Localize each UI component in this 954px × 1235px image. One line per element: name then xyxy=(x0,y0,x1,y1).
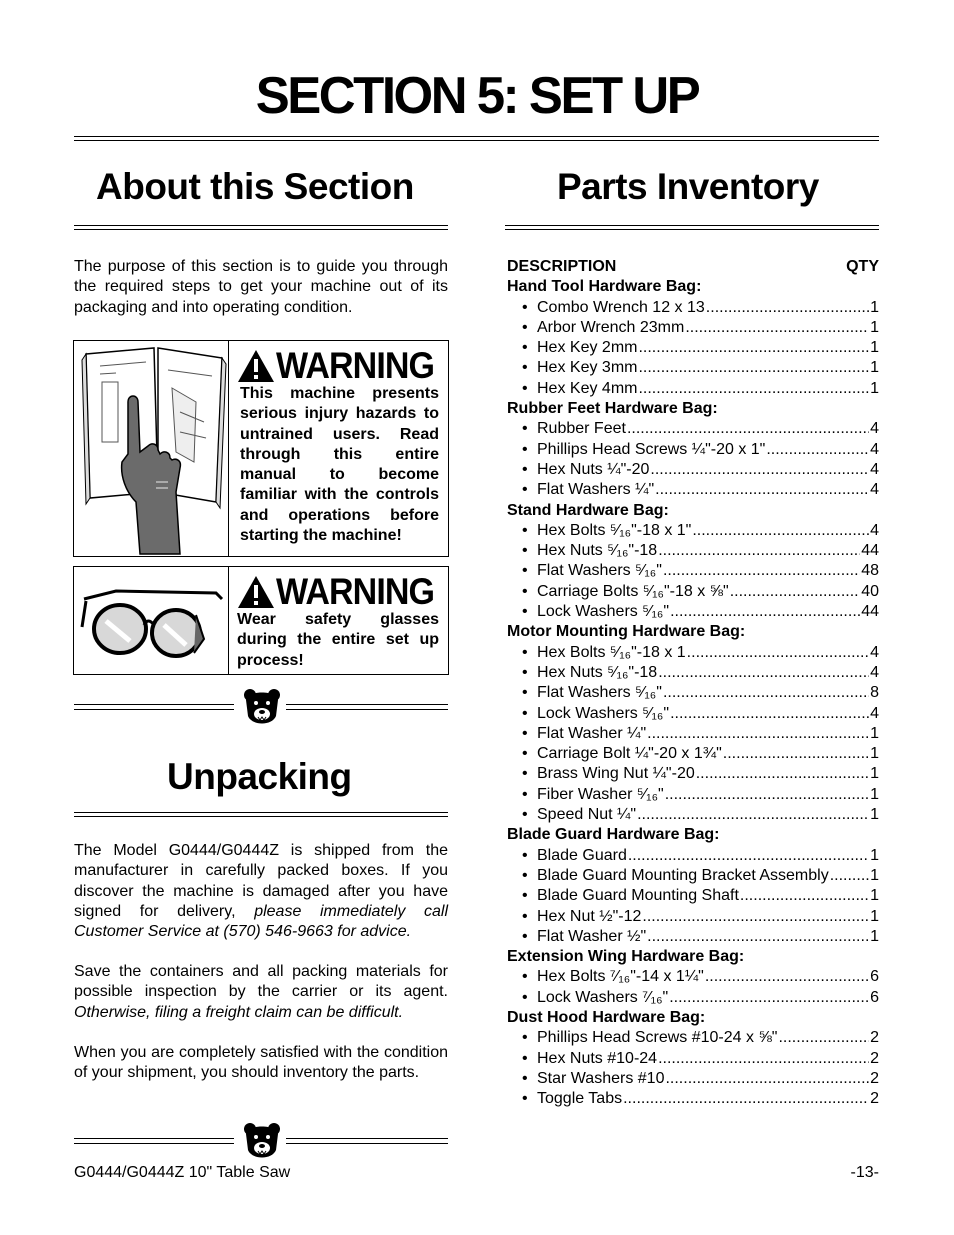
inventory-category: Extension Wing Hardware Bag: xyxy=(507,948,745,966)
bullet-icon: • xyxy=(522,866,528,884)
inventory-item xyxy=(507,805,879,825)
leader-dots xyxy=(830,866,869,886)
bullet-icon: • xyxy=(522,927,528,945)
inventory-item xyxy=(507,582,879,602)
unpacking-rule xyxy=(74,812,448,817)
item-description: Star Washers #10 xyxy=(537,1069,665,1087)
inventory-item xyxy=(507,440,879,460)
warning-box-glasses xyxy=(73,566,449,675)
bullet-icon: • xyxy=(522,420,528,438)
item-qty: 1 xyxy=(870,359,879,377)
inventory-item xyxy=(507,866,879,886)
bullet-icon: • xyxy=(522,542,528,560)
leader-dots xyxy=(723,744,869,764)
item-qty: 4 xyxy=(870,521,879,539)
warning-header-1 xyxy=(236,347,448,385)
bullet-icon: • xyxy=(522,988,528,1006)
bullet-icon: • xyxy=(522,907,528,925)
inventory-category: Motor Mounting Hardware Bag: xyxy=(507,623,746,641)
item-qty: 40 xyxy=(861,582,879,600)
leader-dots xyxy=(663,683,869,703)
bullet-icon: • xyxy=(522,684,528,702)
column-qty: QTY xyxy=(846,258,879,275)
bear-divider-1 xyxy=(74,690,448,734)
item-description: Hex Bolts ⁵⁄₁₆"-18 x 1 xyxy=(537,643,686,661)
inventory-item xyxy=(507,683,879,703)
bullet-icon: • xyxy=(522,1049,528,1067)
item-qty: 4 xyxy=(870,663,879,681)
leader-dots xyxy=(637,805,869,825)
item-description: Fiber Washer ⁵⁄₁₆" xyxy=(537,785,664,803)
bullet-icon: • xyxy=(522,968,528,986)
item-description: Hex Key 2mm xyxy=(537,339,638,357)
leader-dots xyxy=(638,358,869,378)
item-description: Phillips Head Screws #10-24 x ⅝" xyxy=(537,1029,778,1047)
item-qty: 1 xyxy=(870,846,879,864)
leader-dots xyxy=(778,1028,869,1048)
inventory-category: Blade Guard Hardware Bag: xyxy=(507,826,720,844)
item-qty: 2 xyxy=(870,1029,879,1047)
leader-dots xyxy=(658,663,869,683)
inventory-item xyxy=(507,643,879,663)
warning-label-1: WARNING xyxy=(276,345,435,386)
item-description: Lock Washers ⁵⁄₁₆" xyxy=(537,704,670,722)
title-rule xyxy=(74,136,879,141)
leader-dots xyxy=(669,988,869,1008)
item-qty: 4 xyxy=(870,460,879,478)
leader-dots xyxy=(730,582,861,602)
bullet-icon: • xyxy=(522,339,528,357)
inventory-rule xyxy=(505,225,879,230)
inventory-item xyxy=(507,764,879,784)
item-qty: 8 xyxy=(870,684,879,702)
bullet-icon: • xyxy=(522,704,528,722)
bullet-icon: • xyxy=(522,440,528,458)
warning-box-manual xyxy=(73,340,449,557)
item-description: Hex Bolts ⁵⁄₁₆"-18 x 1" xyxy=(537,521,692,539)
footer-page-number: -13- xyxy=(850,1164,879,1181)
leader-dots xyxy=(647,724,869,744)
item-description: Hex Key 3mm xyxy=(537,359,638,377)
bear-logo-icon xyxy=(240,686,284,730)
unpacking-p2-text: Save the containers and all packing materials for possible inspection by the carrier or its agent. xyxy=(74,963,448,1001)
warning-label-2: WARNING xyxy=(276,571,435,612)
bullet-icon: • xyxy=(522,318,528,336)
leader-dots xyxy=(740,886,869,906)
inventory-item xyxy=(507,1028,879,1048)
bullet-icon: • xyxy=(522,359,528,377)
item-qty: 6 xyxy=(870,968,879,986)
inventory-category: Dust Hood Hardware Bag: xyxy=(507,1008,706,1026)
bear-logo-icon xyxy=(240,1120,284,1164)
leader-dots xyxy=(665,785,869,805)
manual-reading-illustration xyxy=(76,342,228,556)
bullet-icon: • xyxy=(522,887,528,905)
item-qty: 4 xyxy=(870,643,879,661)
item-description: Hex Nuts ⁵⁄₁₆"-18 xyxy=(537,542,658,560)
item-description: Hex Nuts ¼"-20 xyxy=(537,460,650,478)
item-description: Hex Nuts #10-24 xyxy=(537,1049,658,1067)
bullet-icon: • xyxy=(522,724,528,742)
leader-dots xyxy=(766,440,869,460)
bullet-icon: • xyxy=(522,785,528,803)
item-qty: 1 xyxy=(870,927,879,945)
unpacking-paragraph-3: When you are completely satisfied with the condition of your shipment, you should inventory the parts. xyxy=(74,1044,448,1082)
bear-divider-2 xyxy=(74,1124,448,1168)
bullet-icon: • xyxy=(522,643,528,661)
unpacking-p1-text: The Model G0444/G0444Z is shipped from the manufacturer in carefully packed boxes. If you discover the machine is damaged after you have signed for delivery, xyxy=(74,842,448,920)
warning-header-2 xyxy=(236,573,448,611)
inventory-item xyxy=(507,967,879,987)
item-description: Hex Nuts ⁵⁄₁₆"-18 xyxy=(537,663,658,681)
section-title: SECTION 5: SET UP xyxy=(255,67,699,125)
inventory-heading: Parts Inventory xyxy=(557,166,819,207)
leader-dots xyxy=(692,521,869,541)
leader-dots xyxy=(650,460,869,480)
item-qty: 4 xyxy=(870,704,879,722)
item-qty: 2 xyxy=(870,1090,879,1108)
bullet-icon: • xyxy=(522,562,528,580)
leader-dots xyxy=(638,338,869,358)
about-rule xyxy=(74,225,448,230)
inventory-item xyxy=(507,419,879,439)
item-qty: 1 xyxy=(870,907,879,925)
item-qty: 2 xyxy=(870,1049,879,1067)
bullet-icon: • xyxy=(522,1029,528,1047)
item-description: Blade Guard Mounting Shaft xyxy=(537,887,739,905)
leader-dots xyxy=(658,1049,869,1069)
inventory-item xyxy=(507,785,879,805)
bullet-icon: • xyxy=(522,1090,528,1108)
item-description: Flat Washers ⁵⁄₁₆" xyxy=(537,562,662,580)
item-description: Lock Washers ⁵⁄₁₆" xyxy=(537,603,670,621)
bullet-icon: • xyxy=(522,603,528,621)
item-description: Lock Washers ⁷⁄₁₆" xyxy=(537,988,669,1006)
inventory-item xyxy=(507,298,879,318)
item-description: Blade Guard Mounting Bracket Assembly xyxy=(537,866,829,884)
item-description: Hex Bolts ⁷⁄₁₆"-14 x 1¼" xyxy=(537,968,704,986)
bullet-icon: • xyxy=(522,663,528,681)
item-qty: 1 xyxy=(870,298,879,316)
bullet-icon: • xyxy=(522,460,528,478)
inventory-category: Hand Tool Hardware Bag: xyxy=(507,278,702,296)
item-description: Arbor Wrench 23mm xyxy=(537,318,685,336)
item-qty: 1 xyxy=(870,318,879,336)
inventory-item xyxy=(507,358,879,378)
item-qty: 48 xyxy=(861,562,879,580)
bullet-icon: • xyxy=(522,481,528,499)
leader-dots xyxy=(628,846,869,866)
inventory-item xyxy=(507,886,879,906)
item-qty: 1 xyxy=(870,887,879,905)
inventory-category: Stand Hardware Bag: xyxy=(507,501,669,519)
leader-dots xyxy=(658,541,860,561)
item-qty: 1 xyxy=(870,785,879,803)
bullet-icon: • xyxy=(522,846,528,864)
leader-dots xyxy=(647,927,869,947)
warning-text-2: Wear safety glasses during the entire set up process! xyxy=(237,611,439,669)
inventory-item xyxy=(507,318,879,338)
leader-dots xyxy=(627,419,869,439)
inventory-item xyxy=(507,1089,879,1109)
item-description: Hex Key 4mm xyxy=(537,379,638,397)
leader-dots xyxy=(665,1069,869,1089)
item-qty: 4 xyxy=(870,420,879,438)
footer-model: G0444/G0444Z 10" Table Saw xyxy=(74,1164,291,1181)
safety-glasses-illustration xyxy=(76,569,226,673)
item-description: Rubber Feet xyxy=(537,420,626,438)
inventory-column-header xyxy=(507,257,879,277)
item-qty: 44 xyxy=(861,542,879,560)
bullet-icon: • xyxy=(522,765,528,783)
item-description: Carriage Bolts ⁵⁄₁₆"-18 x ⅝" xyxy=(537,582,729,600)
leader-dots xyxy=(685,318,869,338)
item-description: Flat Washers ¼" xyxy=(537,481,655,499)
warning-triangle-icon xyxy=(236,348,276,384)
item-description: Toggle Tabs xyxy=(537,1090,623,1108)
item-qty: 1 xyxy=(870,765,879,783)
warning-triangle-icon xyxy=(236,574,276,610)
warning-text-1: This machine presents serious injury hazards to untrained users. Read through this entire manual to become familiar with the controls and operations before starting the machine! xyxy=(240,385,439,545)
leader-dots xyxy=(670,602,860,622)
item-description: Phillips Head Screws ¼"-20 x 1" xyxy=(537,440,766,458)
inventory-item xyxy=(507,907,879,927)
item-qty: 1 xyxy=(870,339,879,357)
leader-dots xyxy=(687,643,869,663)
item-description: Flat Washers ⁵⁄₁₆" xyxy=(537,684,662,702)
inventory-item xyxy=(507,744,879,764)
inventory-item xyxy=(507,338,879,358)
bullet-icon: • xyxy=(522,1069,528,1087)
parts-inventory-list xyxy=(507,257,879,1109)
inventory-item xyxy=(507,602,879,622)
leader-dots xyxy=(706,298,869,318)
item-description: Combo Wrench 12 x 13 xyxy=(537,298,705,316)
inventory-item xyxy=(507,663,879,683)
leader-dots xyxy=(696,764,869,784)
item-qty: 1 xyxy=(870,745,879,763)
item-qty: 6 xyxy=(870,988,879,1006)
item-description: Flat Washer ¼" xyxy=(537,724,647,742)
inventory-item xyxy=(507,704,879,724)
inventory-item xyxy=(507,1069,879,1089)
inventory-item xyxy=(507,561,879,581)
inventory-item xyxy=(507,846,879,866)
inventory-item xyxy=(507,480,879,500)
unpacking-p1-italic: please immediately call Customer Service at (570) 546-9663 for advice. xyxy=(74,902,449,941)
about-heading: About this Section xyxy=(96,166,414,207)
leader-dots xyxy=(623,1089,869,1109)
column-description: DESCRIPTION xyxy=(507,258,617,275)
inventory-item xyxy=(507,1049,879,1069)
unpacking-paragraph-1 xyxy=(74,841,448,942)
unpacking-paragraph-2 xyxy=(74,962,448,1023)
inventory-item xyxy=(507,541,879,561)
leader-dots xyxy=(642,907,869,927)
item-qty: 4 xyxy=(870,440,879,458)
item-description: Hex Nut ½"-12 xyxy=(537,907,642,925)
item-qty: 4 xyxy=(870,481,879,499)
unpacking-p2-italic: Otherwise, filing a freight claim can be difficult. xyxy=(74,1003,404,1021)
item-description: Carriage Bolt ¼"-20 x 1¾" xyxy=(537,745,722,763)
item-qty: 2 xyxy=(870,1069,879,1087)
item-qty: 44 xyxy=(861,603,879,621)
bullet-icon: • xyxy=(522,582,528,600)
item-qty: 1 xyxy=(870,866,879,884)
item-description: Blade Guard xyxy=(537,846,627,864)
inventory-category: Rubber Feet Hardware Bag: xyxy=(507,400,718,418)
leader-dots xyxy=(638,379,869,399)
leader-dots xyxy=(655,480,869,500)
item-description: Brass Wing Nut ¼"-20 xyxy=(537,765,695,783)
inventory-item xyxy=(507,460,879,480)
inventory-item xyxy=(507,379,879,399)
inventory-item xyxy=(507,724,879,744)
inventory-item xyxy=(507,988,879,1008)
inventory-item xyxy=(507,927,879,947)
about-text: The purpose of this section is to guide you through the required steps to get your machine out of its packaging and into operating condition. xyxy=(74,258,448,316)
leader-dots xyxy=(663,561,860,581)
inventory-item xyxy=(507,521,879,541)
unpacking-heading: Unpacking xyxy=(167,756,352,797)
item-qty: 1 xyxy=(870,724,879,742)
leader-dots xyxy=(670,704,869,724)
item-qty: 1 xyxy=(870,379,879,397)
bullet-icon: • xyxy=(522,806,528,824)
bullet-icon: • xyxy=(522,745,528,763)
item-qty: 1 xyxy=(870,806,879,824)
item-description: Flat Washer ½" xyxy=(537,927,647,945)
item-description: Speed Nut ¼" xyxy=(537,806,637,824)
leader-dots xyxy=(705,967,869,987)
bullet-icon: • xyxy=(522,298,528,316)
bullet-icon: • xyxy=(522,521,528,539)
bullet-icon: • xyxy=(522,379,528,397)
